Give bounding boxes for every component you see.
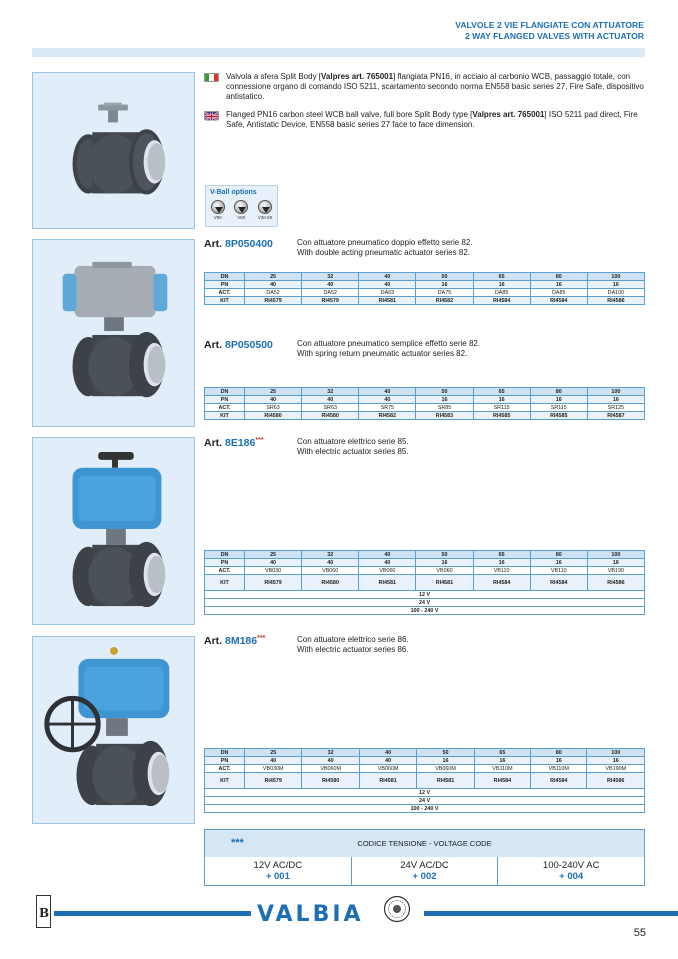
- spec-cell: 50: [417, 749, 474, 757]
- spec-cell: 65: [474, 749, 530, 757]
- spec-cell: SR85: [416, 404, 473, 412]
- bonomi-logo-letter: B: [39, 906, 50, 920]
- header-bar: [32, 48, 645, 57]
- spec-row-label: ACT.: [205, 289, 245, 297]
- spec-cell: 40: [359, 281, 416, 289]
- spec-cell: 32: [302, 551, 359, 559]
- spec-cell: RI4581: [359, 773, 416, 789]
- pneumatic-valve-image: [32, 239, 195, 427]
- vball-option-label: V30-60: [257, 215, 273, 220]
- vball-option: [234, 200, 248, 220]
- article-code: [204, 635, 265, 647]
- voltage-row: [205, 591, 645, 599]
- spec-cell: 40: [359, 749, 416, 757]
- spec-cell: DA85: [530, 289, 587, 297]
- spec-cell: DA52: [245, 289, 302, 297]
- footer-line-right: [424, 911, 678, 916]
- voltage-code-option: [205, 857, 352, 885]
- spec-cell: RI4586: [587, 297, 644, 305]
- spec-cell: RI4581: [359, 297, 416, 305]
- spec-cell: 100: [587, 273, 644, 281]
- spec-row-label: DN: [205, 551, 245, 559]
- spec-table: [204, 550, 645, 615]
- desc-en: With electric actuator series 86.: [297, 645, 409, 654]
- spec-cell: VB060: [302, 567, 359, 575]
- spec-cell: VB190M: [587, 765, 645, 773]
- voltage-value: 12V AC/DC: [253, 860, 303, 871]
- spec-cell: 40: [359, 388, 416, 396]
- spec-row: [205, 765, 645, 773]
- spec-cell: VB060M: [417, 765, 474, 773]
- spec-row-label: DN: [205, 273, 245, 281]
- spec-cell: RI4580: [245, 412, 302, 420]
- spec-cell: RI4581: [417, 773, 474, 789]
- spec-cell: 65: [473, 388, 530, 396]
- spec-table: [204, 272, 645, 305]
- spec-cell: RI4584: [473, 297, 530, 305]
- spec-cell: 16: [587, 396, 644, 404]
- voltage-code-header: [205, 830, 644, 857]
- spec-row-label: PN: [205, 396, 245, 404]
- spec-cell: DA52: [302, 289, 359, 297]
- voltage-suffix: + 004: [559, 871, 584, 882]
- article-code: [204, 339, 273, 351]
- spec-cell: 40: [245, 396, 302, 404]
- voltage-code-option: [352, 857, 499, 885]
- spec-cell: RI4584: [474, 773, 530, 789]
- desc-it: Con attuatore pneumatico doppio effetto serie 82.: [297, 238, 473, 247]
- spec-table: [204, 748, 645, 813]
- voltage-option: 100 - 240 V: [205, 805, 645, 813]
- spec-cell: 100: [587, 749, 645, 757]
- spec-cell: 50: [416, 551, 473, 559]
- spec-cell: DA100: [587, 289, 644, 297]
- spec-cell: 40: [302, 757, 359, 765]
- spec-cell: 100: [587, 551, 644, 559]
- footer-line-left: [54, 911, 251, 916]
- spec-row: [205, 567, 645, 575]
- spec-cell: RI4579: [245, 773, 302, 789]
- spec-cell: SR115: [530, 404, 587, 412]
- spec-cell: RI4582: [416, 297, 473, 305]
- spec-cell: 40: [245, 281, 302, 289]
- spec-cell: 80: [531, 749, 587, 757]
- spec-cell: VB030M: [245, 765, 302, 773]
- spec-cell: RI4585: [530, 412, 587, 420]
- spec-cell: SR75: [359, 404, 416, 412]
- spec-cell: 16: [587, 757, 645, 765]
- spec-cell: VB030: [245, 567, 302, 575]
- spec-cell: DA85: [473, 289, 530, 297]
- spec-row-label: ACT.: [205, 567, 245, 575]
- spec-row: [205, 773, 645, 789]
- spec-cell: 25: [245, 388, 302, 396]
- vball-option: [258, 200, 273, 220]
- spec-row: [205, 749, 645, 757]
- intro-en-post: ] ISO 5211 pad direct, Fire Safe, Antistatic Device, EN558 basic series 27 face to face dimension.: [226, 110, 638, 129]
- spec-cell: 16: [530, 281, 587, 289]
- spec-cell: 16: [530, 559, 587, 567]
- spec-cell: 16: [416, 396, 473, 404]
- page-header: [455, 20, 644, 42]
- electric-valve-image: [32, 437, 195, 625]
- valve-image: [32, 72, 195, 229]
- spec-row: [205, 404, 645, 412]
- desc-it: Con attuatore elettrico serie 85.: [297, 437, 409, 446]
- spec-cell: SR63: [245, 404, 302, 412]
- spec-row-label: KIT: [205, 297, 245, 305]
- spec-cell: 40: [359, 551, 416, 559]
- spec-row: [205, 551, 645, 559]
- voltage-value: 24V AC/DC: [400, 860, 449, 871]
- spec-cell: 16: [531, 757, 587, 765]
- article-number: 8P050400: [225, 238, 273, 250]
- spec-cell: RI4579: [245, 297, 302, 305]
- spec-cell: VB190: [587, 567, 644, 575]
- voltage-option: 100 - 240 V: [205, 607, 645, 615]
- spec-cell: 65: [473, 273, 530, 281]
- spec-cell: 40: [359, 273, 416, 281]
- spec-cell: RI4579: [245, 575, 302, 591]
- spec-cell: RI4580: [302, 773, 359, 789]
- spec-cell: 16: [587, 281, 644, 289]
- voltage-row: [205, 805, 645, 813]
- spec-row-label: PN: [205, 281, 245, 289]
- voltage-option: 24 V: [205, 599, 645, 607]
- spec-cell: VB110: [473, 567, 530, 575]
- spec-cell: VB110M: [474, 765, 530, 773]
- spec-cell: VB110: [530, 567, 587, 575]
- spec-cell: 65: [473, 551, 530, 559]
- spec-cell: RI4586: [587, 575, 644, 591]
- voltage-suffix: + 002: [412, 871, 437, 882]
- article-code: [204, 437, 264, 449]
- vball-option-label: V60: [237, 215, 246, 220]
- spec-cell: 40: [359, 757, 416, 765]
- spec-row: [205, 412, 645, 420]
- spec-row: [205, 388, 645, 396]
- spec-row: [205, 297, 645, 305]
- spec-cell: 16: [473, 559, 530, 567]
- spec-cell: RI4581: [416, 575, 473, 591]
- spec-cell: 32: [302, 749, 359, 757]
- header-title-it: VALVOLE 2 VIE FLANGIATE CON ATTUATORE: [455, 20, 644, 30]
- spec-cell: 100: [587, 388, 644, 396]
- intro-en-bold: Valpres art. 765001: [472, 110, 545, 119]
- spec-cell: 25: [245, 749, 302, 757]
- spec-cell: RI4579: [302, 297, 359, 305]
- article-prefix: Art.: [204, 437, 225, 449]
- spec-cell: 80: [530, 273, 587, 281]
- spec-cell: 40: [302, 559, 359, 567]
- intro-it-pre: Valvola a sfera Split Body [: [226, 72, 322, 81]
- spec-cell: SR115: [473, 404, 530, 412]
- voltage-row: [205, 599, 645, 607]
- spec-cell: 40: [245, 559, 302, 567]
- spec-cell: 40: [359, 396, 416, 404]
- spec-row-label: KIT: [205, 575, 245, 591]
- intro-it-post: ] flangiata PN16, in acciaio al carbonio WCB, passaggio totale, con connessione organo di comando ISO 5211, scartamento secondo norma EN558 basic series 27, Fire Safe, dispositivo antistatico.: [226, 72, 644, 101]
- v-ball-icon: [211, 200, 225, 214]
- article-number: 8P050500: [225, 339, 273, 351]
- spec-cell: VB060: [416, 567, 473, 575]
- voltage-row: [205, 607, 645, 615]
- spec-row: [205, 396, 645, 404]
- spec-cell: VB110M: [531, 765, 587, 773]
- spec-cell: RI4580: [302, 412, 359, 420]
- spec-cell: 40: [245, 757, 302, 765]
- spec-cell: 40: [302, 396, 359, 404]
- spec-cell: RI4583: [416, 412, 473, 420]
- spec-cell: RI4586: [587, 773, 645, 789]
- spec-cell: VB060: [359, 567, 416, 575]
- intro-en: [204, 110, 644, 130]
- v-ball-icon: [234, 200, 248, 214]
- spec-cell: 25: [245, 273, 302, 281]
- spec-row: [205, 757, 645, 765]
- article-description: [297, 339, 480, 359]
- electric-handwheel-valve-image: [32, 636, 195, 824]
- voltage-row: [205, 789, 645, 797]
- spec-row-label: DN: [205, 388, 245, 396]
- desc-it: Con attuatore pneumatico semplice effetto serie 82.: [297, 339, 481, 348]
- uk-flag-icon: [204, 111, 219, 120]
- article-voltage-stars: ***: [257, 635, 266, 642]
- spec-row-label: PN: [205, 757, 245, 765]
- spec-cell: RI4585: [473, 412, 530, 420]
- article-number: 8M186: [225, 635, 258, 647]
- spec-cell: 80: [530, 388, 587, 396]
- spec-cell: SR125: [587, 404, 644, 412]
- spec-cell: 16: [416, 559, 473, 567]
- spec-cell: 25: [245, 551, 302, 559]
- voltage-suffix: + 001: [265, 871, 290, 882]
- spec-cell: DA75: [416, 289, 473, 297]
- spec-row: [205, 575, 645, 591]
- spec-cell: 16: [416, 281, 473, 289]
- article-code: [204, 238, 273, 250]
- spec-row: [205, 289, 645, 297]
- header-title-en: 2 WAY FLANGED VALVES WITH ACTUATOR: [464, 31, 644, 41]
- voltage-option: 12 V: [205, 591, 645, 599]
- vball-title: V-Ball options: [210, 189, 257, 196]
- bonomi-group-logo: [36, 895, 51, 928]
- spec-cell: 16: [473, 396, 530, 404]
- article-voltage-stars: ***: [255, 437, 264, 444]
- voltage-row: [205, 797, 645, 805]
- article-prefix: Art.: [204, 238, 225, 250]
- voltage-code-box: [204, 829, 645, 886]
- desc-it: Con attuatore elettrico serie 86.: [297, 635, 409, 644]
- article-prefix: Art.: [204, 339, 225, 351]
- voltage-option: 24 V: [205, 797, 645, 805]
- spec-table: [204, 387, 645, 420]
- voltage-code-title: CODICE TENSIONE - VOLTAGE CODE: [357, 839, 492, 848]
- spec-row-label: KIT: [205, 773, 245, 789]
- spec-row: [205, 559, 645, 567]
- spec-cell: RI4584: [473, 575, 530, 591]
- voltage-code-stars: ***: [231, 837, 244, 849]
- spec-cell: RI4587: [587, 412, 644, 420]
- desc-en: With spring return pneumatic actuator series 82.: [297, 349, 468, 358]
- spec-cell: 16: [473, 281, 530, 289]
- valbia-logo: VALBIA: [257, 902, 364, 927]
- spec-cell: 16: [587, 559, 644, 567]
- spec-cell: 16: [417, 757, 474, 765]
- spec-cell: SR63: [302, 404, 359, 412]
- spec-cell: DA63: [359, 289, 416, 297]
- article-number: 8E186: [225, 437, 256, 449]
- spec-cell: RI4581: [359, 575, 416, 591]
- spec-cell: RI4584: [530, 297, 587, 305]
- voltage-option: 12 V: [205, 789, 645, 797]
- spec-row-label: PN: [205, 559, 245, 567]
- spec-cell: 40: [359, 559, 416, 567]
- spec-row: [205, 273, 645, 281]
- article-prefix: Art.: [204, 635, 225, 647]
- spec-row: [205, 281, 645, 289]
- voltage-value: 100-240V AC: [542, 860, 600, 871]
- spec-cell: 32: [302, 388, 359, 396]
- spec-cell: 32: [302, 273, 359, 281]
- v-ball-icon: [258, 200, 272, 214]
- article-description: [297, 437, 409, 457]
- desc-en: With double acting pneumatic actuator series 82.: [297, 248, 470, 257]
- intro-it-bold: Valpres art. 765001: [321, 72, 394, 81]
- article-description: [297, 238, 473, 258]
- spec-cell: 80: [530, 551, 587, 559]
- spec-cell: RI4584: [531, 773, 587, 789]
- certification-seal-icon: [383, 895, 411, 923]
- spec-cell: 40: [302, 281, 359, 289]
- spec-cell: 50: [416, 273, 473, 281]
- spec-row-label: ACT.: [205, 404, 245, 412]
- page-number: 55: [633, 927, 646, 939]
- spec-cell: 16: [530, 396, 587, 404]
- article-description: [297, 635, 409, 655]
- desc-en: With electric actuator series 85.: [297, 447, 409, 456]
- spec-cell: RI4582: [359, 412, 416, 420]
- intro-en-pre: Flanged PN16 carbon steel WCB ball valve, full bore Split Body type [: [226, 110, 473, 119]
- spec-cell: 16: [474, 757, 530, 765]
- spec-cell: VB060M: [302, 765, 359, 773]
- spec-cell: RI4580: [302, 575, 359, 591]
- voltage-code-option: [498, 857, 644, 885]
- italian-flag-icon: [204, 73, 219, 82]
- intro-it: [204, 72, 644, 102]
- vball-option: [211, 200, 225, 220]
- spec-row-label: KIT: [205, 412, 245, 420]
- vball-option-label: V90: [213, 215, 222, 220]
- spec-cell: 50: [416, 388, 473, 396]
- spec-row-label: DN: [205, 749, 245, 757]
- spec-cell: RI4584: [530, 575, 587, 591]
- spec-row-label: ACT.: [205, 765, 245, 773]
- vball-options-box: [205, 185, 278, 227]
- spec-cell: VB060M: [359, 765, 416, 773]
